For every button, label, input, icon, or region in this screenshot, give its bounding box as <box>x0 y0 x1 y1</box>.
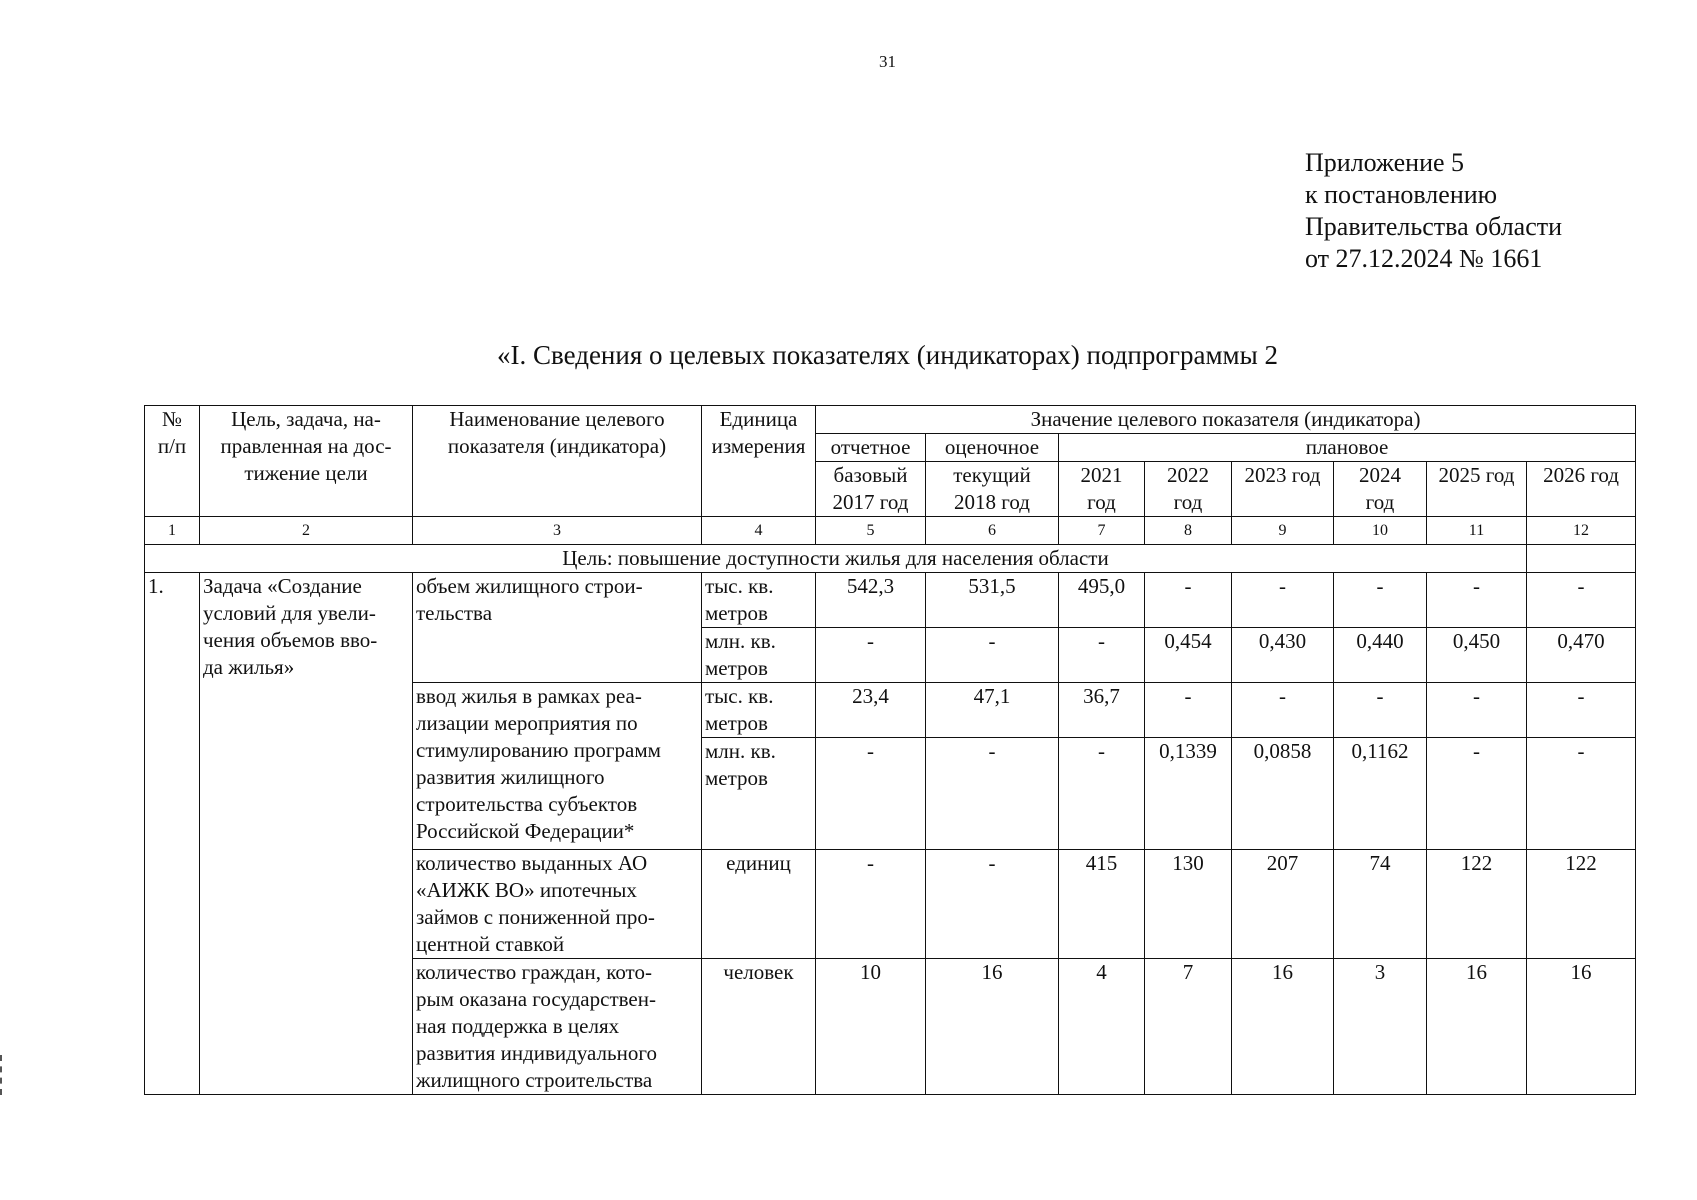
value-cell: 130 <box>1145 850 1232 959</box>
header-base-year: базовый 2017 год <box>816 462 926 517</box>
value-cell: 207 <box>1232 850 1334 959</box>
value-cell: 122 <box>1427 850 1527 959</box>
unit-cell: человек <box>702 959 816 1095</box>
indicators-table <box>144 405 1636 1095</box>
scan-edge-mark <box>0 1055 10 1095</box>
value-cell: - <box>1059 738 1145 850</box>
appendix-line: Правительства области <box>1305 212 1563 241</box>
value-cell: - <box>816 628 926 683</box>
value-cell: 47,1 <box>926 683 1059 738</box>
value-cell: 415 <box>1059 850 1145 959</box>
value-cell: - <box>1527 573 1636 628</box>
indicator-name: объем жилищного строи- тельства <box>413 573 702 683</box>
value-cell: 16 <box>1427 959 1527 1095</box>
value-cell: 0,454 <box>1145 628 1232 683</box>
appendix-line: к постановлению <box>1305 180 1498 209</box>
document-title: «I. Сведения о целевых показателях (индикаторах) подпрограммы 2 <box>496 340 1279 370</box>
column-number: 10 <box>1334 517 1427 545</box>
header-year-2022: 2022 год <box>1145 462 1232 517</box>
column-number: 6 <box>926 517 1059 545</box>
header-current-year: текущий 2018 год <box>926 462 1059 517</box>
value-cell: - <box>926 738 1059 850</box>
value-cell: - <box>1527 683 1636 738</box>
header-planned: плановое <box>1059 434 1636 462</box>
column-number: 11 <box>1427 517 1527 545</box>
appendix-line: Приложение 5 <box>1305 148 1465 177</box>
value-cell: 495,0 <box>1059 573 1145 628</box>
value-cell: - <box>816 850 926 959</box>
column-number-row <box>145 517 1636 545</box>
column-number: 5 <box>816 517 926 545</box>
unit-cell: млн. кв. метров <box>702 628 816 683</box>
value-cell: - <box>926 628 1059 683</box>
value-cell: 122 <box>1527 850 1636 959</box>
value-cell: 23,4 <box>816 683 926 738</box>
value-cell: - <box>1334 683 1427 738</box>
value-cell: - <box>1527 738 1636 850</box>
column-number: 9 <box>1232 517 1334 545</box>
header-reported: отчетное <box>816 434 926 462</box>
value-cell: 531,5 <box>926 573 1059 628</box>
goal-row <box>145 545 1636 573</box>
header-year-2021: 2021 год <box>1059 462 1145 517</box>
value-cell: - <box>1427 573 1527 628</box>
column-number: 8 <box>1145 517 1232 545</box>
value-cell: 4 <box>1059 959 1145 1095</box>
value-cell: - <box>1232 683 1334 738</box>
indicator-name: количество выданных АО «АИЖК ВО» ипотечных займов с пониженной про- центной ставкой <box>413 850 702 959</box>
value-cell: - <box>1145 573 1232 628</box>
value-cell: - <box>926 850 1059 959</box>
appendix-block <box>1305 147 1562 275</box>
value-cell: 16 <box>926 959 1059 1095</box>
value-cell: 3 <box>1334 959 1427 1095</box>
value-cell: 542,3 <box>816 573 926 628</box>
column-number: 4 <box>702 517 816 545</box>
value-cell: 0,1162 <box>1334 738 1427 850</box>
goal-empty-cell <box>1527 545 1636 573</box>
value-cell: - <box>816 738 926 850</box>
table-row <box>145 573 1636 628</box>
value-cell: 10 <box>816 959 926 1095</box>
unit-cell: тыс. кв. метров <box>702 683 816 738</box>
value-cell: - <box>1145 683 1232 738</box>
header-estimated: оценочное <box>926 434 1059 462</box>
header-year-2023: 2023 год <box>1232 462 1334 517</box>
value-cell: - <box>1427 683 1527 738</box>
header-year-2024: 2024 год <box>1334 462 1427 517</box>
value-cell: 0,1339 <box>1145 738 1232 850</box>
header-year-2025: 2025 год <box>1427 462 1527 517</box>
header-goal: Цель, задача, на- правленная на дос- тижение цели <box>200 406 413 517</box>
indicator-name: ввод жилья в рамках реа- лизации мероприятия по стимулированию программ развития жилищного строительства субъектов Российской Федерации* <box>413 683 702 850</box>
header-row <box>145 406 1636 434</box>
header-indicator: Наименование целевого показателя (индикатора) <box>413 406 702 517</box>
value-cell: - <box>1427 738 1527 850</box>
value-cell: 16 <box>1527 959 1636 1095</box>
unit-cell: млн. кв. метров <box>702 738 816 850</box>
indicator-name: количество граждан, кото- рым оказана государствен- ная поддержка в целях развития индивидуального жилищного строительства <box>413 959 702 1095</box>
header-year-2026: 2026 год <box>1527 462 1636 517</box>
value-cell: 74 <box>1334 850 1427 959</box>
value-cell: - <box>1334 573 1427 628</box>
task-text: Задача «Создание условий для увели- чения объемов вво- да жилья» <box>200 573 413 1095</box>
page-number: 31 <box>879 52 896 71</box>
column-number: 3 <box>413 517 702 545</box>
column-number: 12 <box>1527 517 1636 545</box>
value-cell: 0,450 <box>1427 628 1527 683</box>
value-cell: 0,440 <box>1334 628 1427 683</box>
column-number: 1 <box>145 517 200 545</box>
value-cell: 0,0858 <box>1232 738 1334 850</box>
goal-text: Цель: повышение доступности жилья для населения области <box>145 545 1527 573</box>
column-number: 7 <box>1059 517 1145 545</box>
value-cell: 16 <box>1232 959 1334 1095</box>
unit-cell: единиц <box>702 850 816 959</box>
value-cell: 0,430 <box>1232 628 1334 683</box>
column-number: 2 <box>200 517 413 545</box>
unit-cell: тыс. кв. метров <box>702 573 816 628</box>
value-cell: 36,7 <box>1059 683 1145 738</box>
header-value-group: Значение целевого показателя (индикатора) <box>816 406 1636 434</box>
value-cell: 7 <box>1145 959 1232 1095</box>
value-cell: 0,470 <box>1527 628 1636 683</box>
header-no: № п/п <box>145 406 200 517</box>
value-cell: - <box>1059 628 1145 683</box>
value-cell: - <box>1232 573 1334 628</box>
task-number: 1. <box>145 573 200 1095</box>
appendix-line: от 27.12.2024 № 1661 <box>1305 244 1543 273</box>
header-unit: Единица измерения <box>702 406 816 517</box>
